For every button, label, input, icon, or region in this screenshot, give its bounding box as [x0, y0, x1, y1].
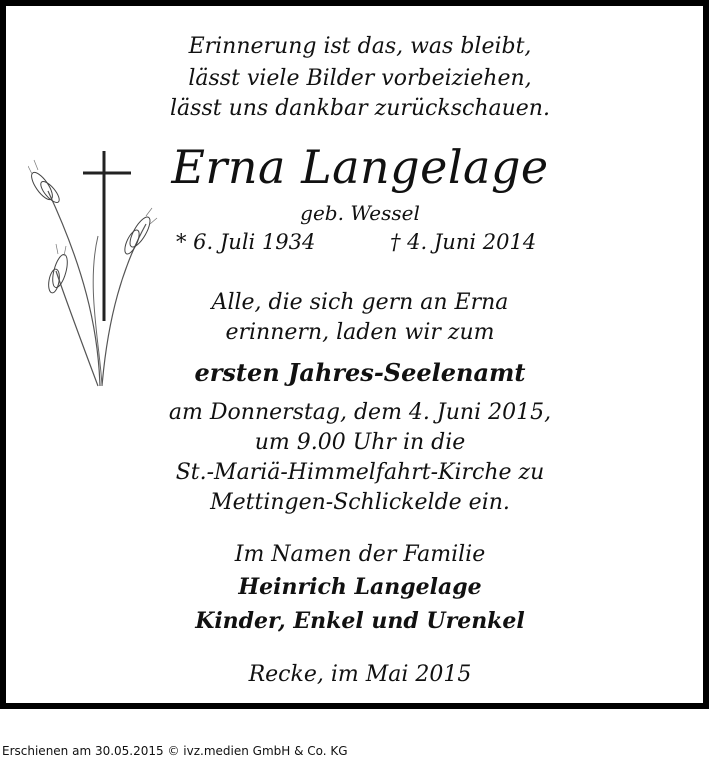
- family-name: Heinrich Langelage: [238, 574, 482, 600]
- cross-with-wheat-icon: [28, 146, 158, 391]
- verse-line-1: Erinnerung ist das, was bleibt,: [188, 34, 532, 59]
- maiden-name: geb. Wessel: [300, 201, 420, 225]
- death-date: † 4. Juni 2014: [390, 230, 537, 254]
- family-intro: Im Namen der Familie: [234, 542, 486, 567]
- details-line-3: St.-Mariä-Himmelfahrt-Kirche zu: [175, 460, 545, 485]
- invitation-line-2: erinnern, laden wir zum: [225, 320, 495, 345]
- details-line-4: Mettingen-Schlickelde ein.: [210, 490, 510, 515]
- place-date: Recke, im Mai 2015: [248, 662, 472, 687]
- publication-note: Erschienen am 30.05.2015 © ivz.medien GmbH & Co. KG: [2, 744, 348, 758]
- verse-line-2: lässt viele Bilder vorbeiziehen,: [188, 66, 532, 91]
- details-line-2: um 9.00 Uhr in die: [254, 430, 466, 455]
- family-members: Kinder, Enkel und Urenkel: [195, 608, 525, 634]
- birth-date: * 6. Juli 1934: [176, 230, 316, 254]
- verse-line-3: lässt uns dankbar zurückschauen.: [170, 96, 550, 121]
- details-line-1: am Donnerstag, dem 4. Juni 2015,: [168, 400, 552, 425]
- deceased-name: Erna Langelage: [171, 140, 549, 194]
- invitation-line-1: Alle, die sich gern an Erna: [211, 290, 509, 315]
- service-title: ersten Jahres-Seelenamt: [194, 358, 526, 387]
